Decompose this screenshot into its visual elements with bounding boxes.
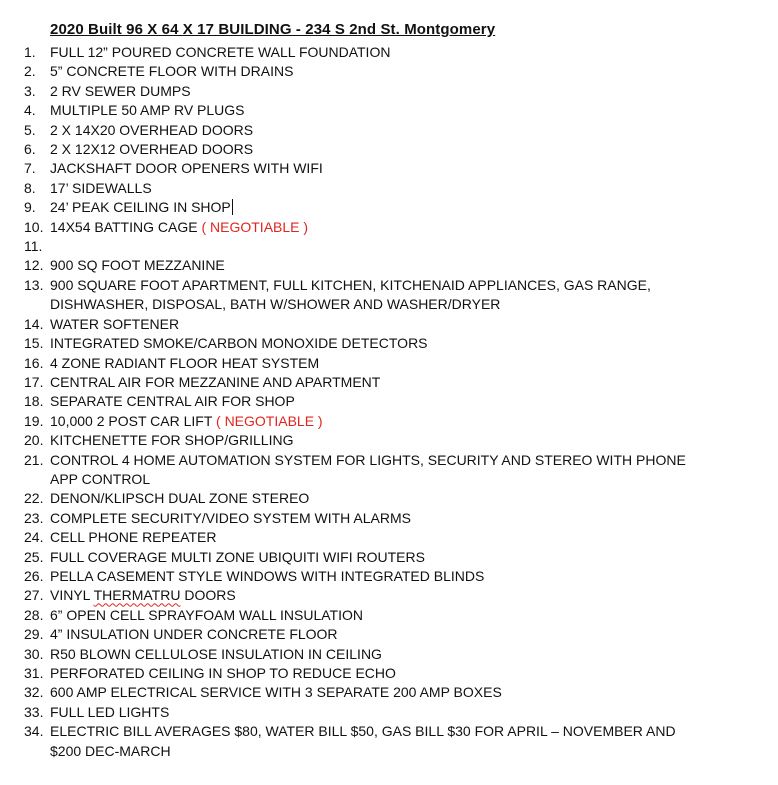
list-item-number: 11. xyxy=(24,238,43,255)
list-item-number: 24. xyxy=(24,529,44,546)
list-item-text xyxy=(50,722,690,761)
list-item xyxy=(0,121,690,140)
item-text: 10,000 2 POST CAR LIFT xyxy=(50,412,217,429)
list-item-text xyxy=(50,489,690,508)
list-item-number: 16. xyxy=(24,354,44,371)
list-item-number: 22. xyxy=(24,490,44,507)
list-item-number: 1. xyxy=(24,44,36,60)
item-text: 6” OPEN CELL SPRAYFOAM WALL INSULATION xyxy=(50,606,363,623)
list-item xyxy=(0,179,690,198)
list-item xyxy=(0,548,690,567)
list-item xyxy=(0,237,690,256)
list-item-number: 2. xyxy=(24,63,36,80)
item-text: 14X54 BATTING CAGE xyxy=(50,218,202,235)
list-item-text xyxy=(50,392,690,411)
item-text: 4 ZONE RADIANT FLOOR HEAT SYSTEM xyxy=(50,354,320,371)
item-text: MULTIPLE 50 AMP RV PLUGS xyxy=(50,102,245,119)
item-text: PERFORATED CEILING IN SHOP TO REDUCE ECHO xyxy=(50,665,396,681)
list-item xyxy=(0,586,690,605)
list-item xyxy=(0,334,690,353)
list-item xyxy=(0,645,690,664)
list-item-text xyxy=(50,62,690,81)
list-item-number: 5. xyxy=(24,121,36,138)
list-item-text xyxy=(50,431,690,450)
list-item-text xyxy=(50,159,690,178)
list-item-text xyxy=(50,412,690,431)
list-item-number: 7. xyxy=(24,160,36,177)
list-item-text xyxy=(50,451,690,490)
list-item-text xyxy=(50,101,690,120)
item-text: JACKSHAFT DOOR OPENERS WITH WIFI xyxy=(50,160,323,177)
list-item-text xyxy=(50,373,690,392)
list-item-text xyxy=(50,625,690,644)
item-text: ELECTRIC BILL AVERAGES $80, WATER BILL $50, GAS BILL $30 FOR APRIL – NOVEMBER AND $200 DEC-MARCH xyxy=(50,723,676,759)
list-item xyxy=(0,82,690,101)
list-item-text xyxy=(50,354,690,373)
item-text: 2 X 14X20 OVERHEAD DOORS xyxy=(50,121,254,138)
spellcheck-flagged-word: THERMATRU xyxy=(93,587,181,604)
list-item-text xyxy=(50,567,690,586)
list-item-number: 3. xyxy=(24,82,36,99)
feature-list xyxy=(0,43,690,761)
list-item-number: 29. xyxy=(24,626,44,643)
list-item xyxy=(0,528,690,547)
list-item xyxy=(0,567,690,586)
list-item-number: 32. xyxy=(24,684,44,701)
item-text: FULL LED LIGHTS xyxy=(50,703,170,720)
list-item xyxy=(0,683,690,702)
list-item xyxy=(0,606,690,625)
list-item-number: 8. xyxy=(24,179,36,196)
list-item-text xyxy=(50,509,690,528)
list-item xyxy=(0,101,690,120)
list-item xyxy=(0,276,690,315)
list-item-number: 19. xyxy=(24,412,44,429)
list-item-number: 34. xyxy=(24,723,44,740)
list-item xyxy=(0,62,690,81)
list-item-text xyxy=(50,683,690,702)
item-text: 4” INSULATION UNDER CONCRETE FLOOR xyxy=(50,626,338,643)
item-text: CENTRAL AIR FOR MEZZANINE AND APARTMENT xyxy=(50,373,381,390)
list-item-number: 30. xyxy=(24,645,44,662)
list-item xyxy=(0,703,690,722)
list-item xyxy=(0,625,690,644)
list-item-number: 23. xyxy=(24,509,44,526)
list-item-number: 31. xyxy=(24,665,44,681)
list-item xyxy=(0,218,690,237)
item-text: PELLA CASEMENT STYLE WINDOWS WITH INTEGRATED BLINDS xyxy=(50,567,485,584)
list-item xyxy=(0,354,690,373)
item-text: 24’ PEAK CEILING IN SHOP xyxy=(50,199,231,216)
list-item-number: 33. xyxy=(24,703,44,720)
list-item-text xyxy=(50,276,690,315)
list-item xyxy=(0,412,690,431)
list-item-text xyxy=(50,121,690,140)
negotiable-note: ( NEGOTIABLE ) xyxy=(201,218,309,235)
list-item-text xyxy=(50,237,690,256)
list-item-text xyxy=(50,645,690,664)
item-text: INTEGRATED SMOKE/CARBON MONOXIDE DETECTORS xyxy=(50,335,428,352)
item-text: DENON/KLIPSCH DUAL ZONE STEREO xyxy=(50,490,310,507)
negotiable-note: ( NEGOTIABLE ) xyxy=(216,412,323,429)
list-item-number: 26. xyxy=(24,567,44,584)
list-item xyxy=(0,198,690,217)
list-item-number: 10. xyxy=(24,218,44,235)
list-item xyxy=(0,315,690,334)
list-item-number: 27. xyxy=(24,587,44,604)
list-item-number: 21. xyxy=(24,451,44,468)
item-text: 900 SQ FOOT MEZZANINE xyxy=(50,257,225,274)
list-item-number: 12. xyxy=(24,257,44,274)
list-item-number: 18. xyxy=(24,393,44,410)
list-item-number: 28. xyxy=(24,606,44,623)
list-item-number: 4. xyxy=(24,102,36,119)
item-text: KITCHENETTE FOR SHOP/GRILLING xyxy=(50,432,294,449)
item-text: 900 SQUARE FOOT APARTMENT, FULL KITCHEN, KITCHENAID APPLIANCES, GAS RANGE, DISHWASHER, DISPOSAL, BATH W/SHOWER AND WASHER/DRYER xyxy=(50,276,651,313)
list-item xyxy=(0,489,690,508)
item-text: 2 X 12X12 OVERHEAD DOORS xyxy=(50,141,254,158)
document-title: 2020 Built 96 X 64 X 17 BUILDING - 234 S 2nd St. Montgomery xyxy=(50,21,496,38)
list-item-text xyxy=(50,703,690,722)
list-item xyxy=(0,664,690,683)
list-item-text xyxy=(50,548,690,567)
item-text: 2 RV SEWER DUMPS xyxy=(50,82,191,99)
list-item-text xyxy=(50,179,690,198)
list-item xyxy=(0,722,690,761)
list-item-text xyxy=(50,198,690,217)
list-item-text xyxy=(50,664,690,683)
item-text: R50 BLOWN CELLULOSE INSULATION IN CEILING xyxy=(50,645,382,662)
list-item-text xyxy=(50,586,690,605)
list-item-text xyxy=(50,315,690,334)
list-item xyxy=(0,392,690,411)
item-text: CELL PHONE REPEATER xyxy=(50,529,217,546)
list-item-number: 13. xyxy=(24,276,44,293)
item-text: 600 AMP ELECTRICAL SERVICE WITH 3 SEPARATE 200 AMP BOXES xyxy=(50,684,502,701)
list-item xyxy=(0,373,690,392)
list-item xyxy=(0,509,690,528)
item-text: VINYL xyxy=(50,587,94,604)
list-item-text xyxy=(50,218,690,237)
list-item-text xyxy=(50,256,690,275)
item-text-suffix: DOORS xyxy=(180,587,236,604)
item-text: CONTROL 4 HOME AUTOMATION SYSTEM FOR LIGHTS, SECURITY AND STEREO WITH PHONE APP CONTROL xyxy=(50,451,686,487)
item-text: FULL COVERAGE MULTI ZONE UBIQUITI WIFI ROUTERS xyxy=(50,548,425,565)
item-text: COMPLETE SECURITY/VIDEO SYSTEM WITH ALARMS xyxy=(50,509,411,526)
list-item xyxy=(0,256,690,275)
list-item-text xyxy=(50,528,690,547)
item-text: 5” CONCRETE FLOOR WITH DRAINS xyxy=(50,63,294,80)
item-text: FULL 12” POURED CONCRETE WALL FOUNDATION xyxy=(50,44,391,60)
item-text: SEPARATE CENTRAL AIR FOR SHOP xyxy=(50,393,295,410)
list-item-number: 9. xyxy=(24,199,36,216)
list-item-number: 17. xyxy=(24,373,44,390)
list-item xyxy=(0,431,690,450)
list-item-number: 25. xyxy=(24,548,44,565)
list-item xyxy=(0,43,690,62)
list-item-number: 15. xyxy=(24,335,44,352)
list-item-number: 14. xyxy=(24,315,44,332)
list-item xyxy=(0,159,690,178)
item-text: WATER SOFTENER xyxy=(50,315,180,332)
list-item-text xyxy=(50,334,690,353)
list-item-text xyxy=(50,606,690,625)
list-item-text xyxy=(50,43,690,62)
list-item-number: 6. xyxy=(24,141,36,158)
list-item xyxy=(0,451,690,490)
list-item-text xyxy=(50,82,690,101)
list-item-text xyxy=(50,140,690,159)
item-text: 17’ SIDEWALLS xyxy=(50,179,152,196)
list-item-number: 20. xyxy=(24,432,44,449)
list-item xyxy=(0,140,690,159)
